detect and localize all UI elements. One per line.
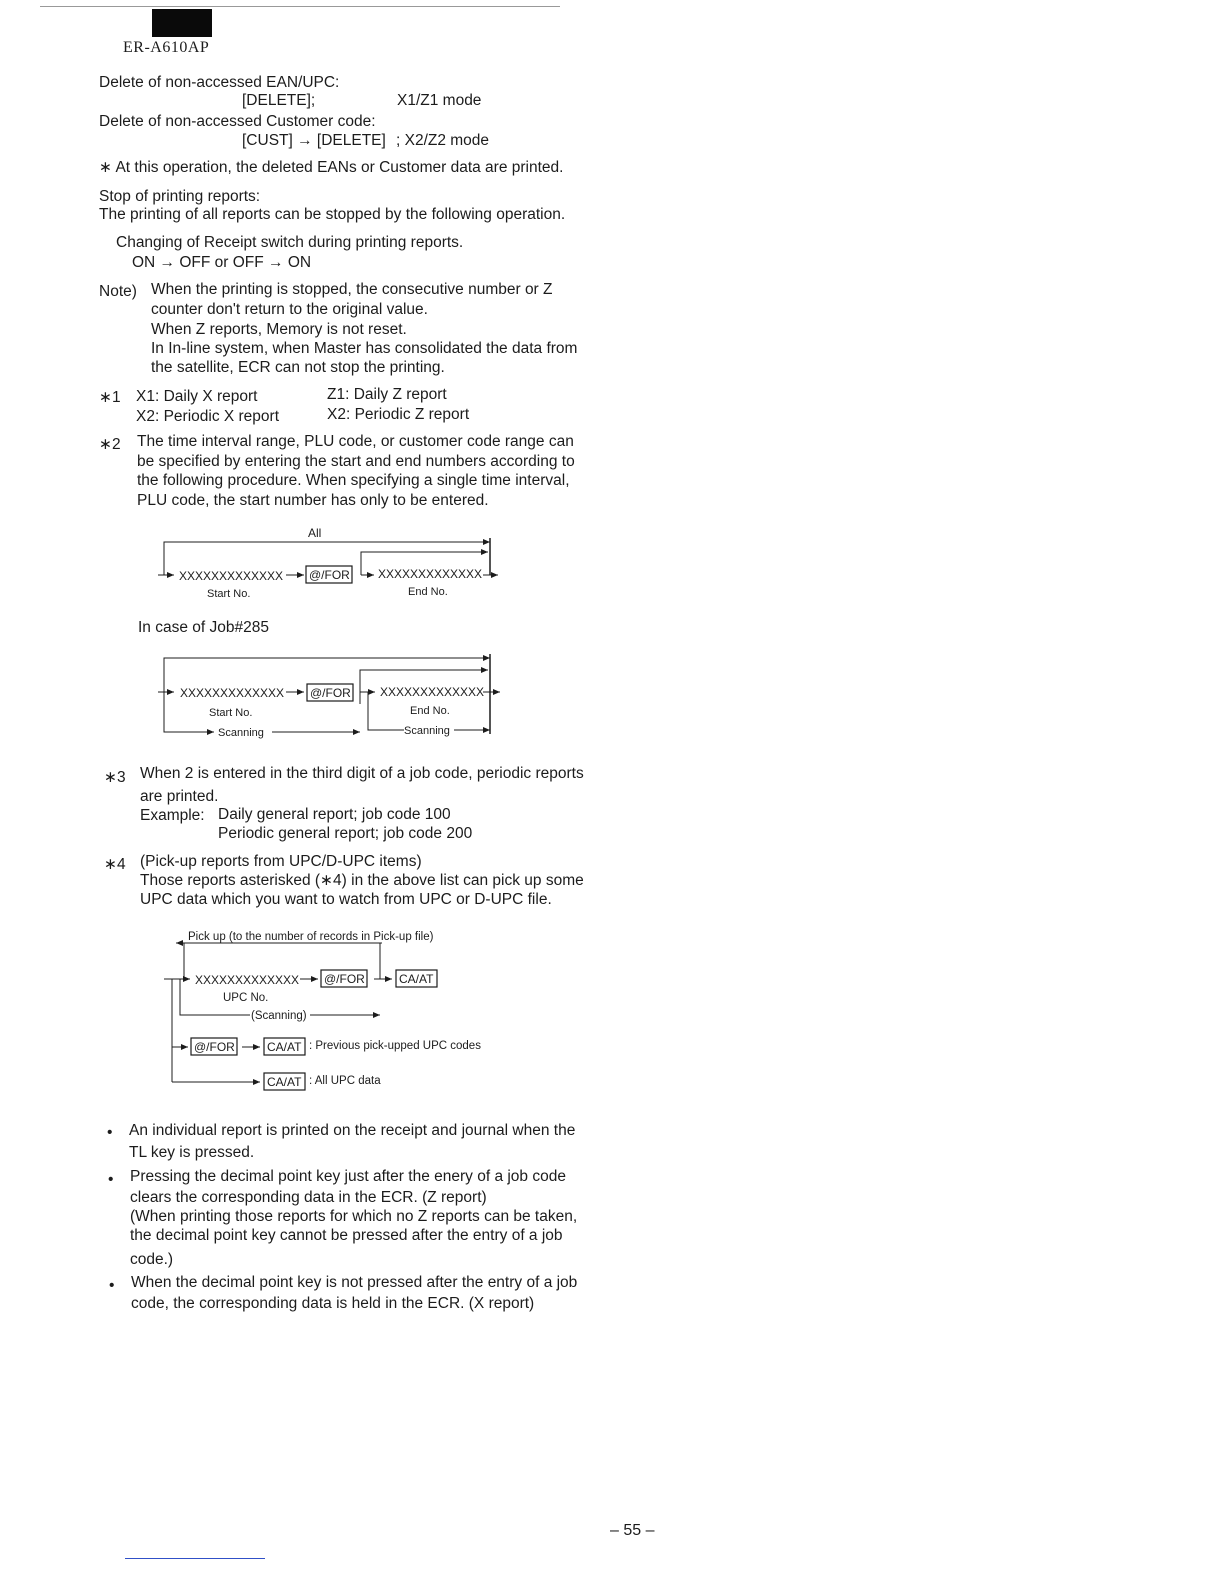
delete-cust-label: Delete of non-accessed Customer code: — [99, 113, 376, 130]
stop-indent2: ON → OFF or OFF → ON — [132, 254, 312, 271]
pickup-caat-key-label: CA/AT — [399, 972, 434, 986]
fn3-line1: When 2 is entered in the third digit of a job code, periodic reports — [140, 765, 584, 782]
fn4-line1: (Pick-up reports from UPC/D-UPC items) — [140, 853, 422, 870]
all-label: All — [308, 526, 322, 540]
upc-value: XXXXXXXXXXXXX — [195, 973, 300, 987]
fn2-line4: PLU code, the start number has only to be entered. — [137, 492, 489, 509]
model-number: ER-A610AP — [123, 39, 210, 56]
fn4-line2: Those reports asterisked (∗4) in the above list can pick up some — [140, 872, 584, 889]
fn3-line2: are printed. — [140, 788, 219, 805]
start-value-2: XXXXXXXXXXXXX — [180, 686, 285, 700]
all-caat-key-label: CA/AT — [267, 1075, 302, 1089]
pickup-diagram — [160, 925, 540, 1095]
end-value: XXXXXXXXXXXXX — [378, 567, 483, 581]
bullet-dot-2: • — [108, 1171, 114, 1188]
bullet2-line5: code.) — [130, 1251, 174, 1268]
end-label-2: End No. — [410, 705, 450, 717]
end-value-2: XXXXXXXXXXXXX — [380, 685, 485, 699]
range-entry-diagram — [150, 520, 520, 605]
fn1-x2: X2: Periodic X report — [136, 408, 280, 425]
delete-ean-label: Delete of non-accessed EAN/UPC: — [99, 74, 340, 91]
start-value: XXXXXXXXXXXXX — [179, 569, 284, 583]
fn4-marker: ∗4 — [104, 856, 126, 873]
scan-label-2: Scanning — [404, 725, 450, 737]
delete-ean-mode: X1/Z1 mode — [397, 92, 482, 109]
fn1-z2: X2: Periodic Z report — [327, 406, 470, 423]
bullet2-line2: clears the corresponding data in the ECR. (Z report) — [130, 1189, 487, 1206]
note-label: Note) — [99, 283, 137, 300]
pickup-label: Pick up (to the number of records in Pick-up file) — [188, 931, 434, 943]
fn3-example-label: Example: — [140, 807, 205, 824]
fn3-example1: Daily general report; job code 100 — [218, 806, 451, 823]
note-line3: When Z reports, Memory is not reset. — [151, 321, 407, 338]
scanning-label: (Scanning) — [251, 1010, 307, 1022]
note-line4: In In-line system, when Master has consolidated the data from — [151, 340, 578, 357]
prev-for-key-label: @/FOR — [194, 1040, 235, 1054]
upc-label: UPC No. — [223, 992, 269, 1004]
end-label: End No. — [408, 586, 448, 598]
bullet1-line1: An individual report is printed on the receipt and journal when the — [129, 1122, 576, 1139]
stop-line1: The printing of all reports can be stopped by the following operation. — [99, 206, 566, 223]
bullet1-line2: TL key is pressed. — [129, 1144, 255, 1161]
footer-rule — [125, 1558, 265, 1559]
fn3-example2: Periodic general report; job code 200 — [218, 825, 473, 842]
page-number: – 55 – — [610, 1522, 655, 1539]
delete-cust-key: [CUST] → [DELETE] — [242, 132, 386, 149]
for-key-label-2: @/FOR — [310, 686, 351, 700]
note-line5: the satellite, ECR can not stop the printing. — [151, 359, 445, 376]
pickup-for-key-label: @/FOR — [324, 972, 365, 986]
job285-diagram — [150, 648, 520, 748]
case-job-285: In case of Job#285 — [138, 619, 269, 636]
delete-cust-mode: ; X2/Z2 mode — [396, 132, 490, 149]
bullet2-line4: the decimal point key cannot be pressed after the entry of a job — [130, 1227, 563, 1244]
fn2-line1: The time interval range, PLU code, or customer code range can — [137, 433, 574, 450]
all-upc-text: : All UPC data — [309, 1075, 381, 1087]
bullet2-line3: (When printing those reports for which no Z reports can be taken, — [130, 1208, 578, 1225]
fn2-marker: ∗2 — [99, 436, 121, 453]
fn2-line2: be specified by entering the start and end numbers according to — [137, 453, 575, 470]
start-label-2: Start No. — [209, 707, 253, 719]
fn4-line3: UPC data which you want to watch from UPC or D-UPC file. — [140, 891, 552, 908]
fn3-marker: ∗3 — [104, 769, 126, 786]
top-rule — [40, 6, 560, 7]
stop-indent1: Changing of Receipt switch during printing reports. — [116, 234, 464, 251]
fn1-z1: Z1: Daily Z report — [327, 386, 447, 403]
stop-title: Stop of printing reports: — [99, 188, 261, 205]
note-line1: When the printing is stopped, the consecutive number or Z — [151, 281, 553, 298]
fn2-line3: the following procedure. When specifying a single time interval, — [137, 472, 570, 489]
bullet-dot-1: • — [107, 1124, 113, 1141]
prev-upc-text: : Previous pick-upped UPC codes — [309, 1040, 481, 1052]
start-label: Start No. — [207, 588, 251, 600]
scan-label-1: Scanning — [218, 727, 264, 739]
bullet-dot-3: • — [109, 1277, 115, 1294]
bullet2-line1: Pressing the decimal point key just after the enery of a job code — [130, 1168, 566, 1185]
prev-caat-key-label: CA/AT — [267, 1040, 302, 1054]
asterisk-note: ∗ At this operation, the deleted EANs or Customer data are printed. — [99, 159, 564, 176]
header-tab-block — [152, 9, 212, 37]
delete-ean-key: [DELETE]; — [242, 92, 316, 109]
fn1-x1: X1: Daily X report — [136, 388, 258, 405]
bullet3-line1: When the decimal point key is not pressed after the entry of a job — [131, 1274, 578, 1291]
for-key-label: @/FOR — [309, 568, 350, 582]
note-line2: counter don't return to the original value. — [151, 301, 428, 318]
fn1-marker: ∗1 — [99, 389, 121, 406]
bullet3-line2: code, the corresponding data is held in the ECR. (X report) — [131, 1295, 535, 1312]
